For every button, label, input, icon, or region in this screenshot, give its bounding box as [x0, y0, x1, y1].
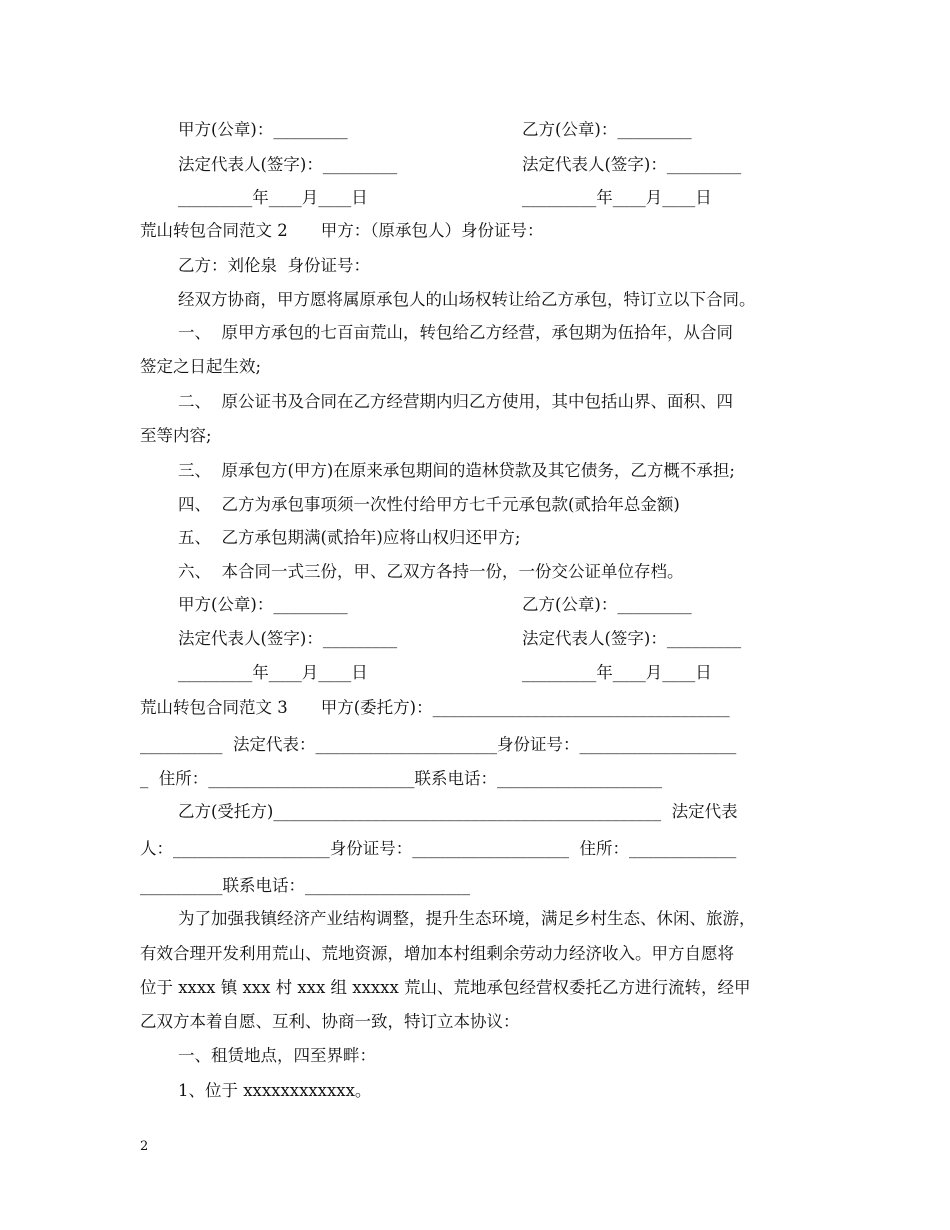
- sample3-para-line-3: 位于 xxxx 镇 xxx 村 xxx 组 xxxxx 荒山、荒地承包经营权委托乙方进行流转，经甲: [140, 978, 751, 997]
- sample2-heading: 荒山转包合同范文 2 甲方：（原承包人）身份证号：: [140, 221, 544, 240]
- sample2-party-b: 乙方：刘伦泉 身份证号：: [178, 256, 370, 275]
- party-b-date: _________年____月____日: [522, 188, 712, 207]
- party-a-rep-2: 法定代表人(签字)：_________: [178, 629, 398, 648]
- party-a-seal: 甲方(公章)：_________: [178, 120, 348, 139]
- sample3-para-line-4: 乙双方本着自愿、互利、协商一致，特订立本协议：: [140, 1012, 520, 1031]
- section-1-item-1: 1、位于 xxxxxxxxxxxx。: [178, 1081, 372, 1100]
- party-a-seal-2: 甲方(公章)：_________: [178, 595, 348, 614]
- sample3-party-b: 乙方(受托方)_______________________________________________ 法定代表: [178, 802, 738, 821]
- party-a-rep: 法定代表人(签字)：_________: [178, 155, 398, 174]
- sample3-para-line-2: 有效合理开发利用荒山、荒地资源，增加本村组剩余劳动力经济收入。甲方自愿将: [140, 944, 734, 963]
- party-a-date-2: _________年____月____日: [178, 663, 368, 682]
- clause-3: 三、 原承包方(甲方)在原来承包期间的造林贷款及其它债务，乙方概不承担;: [178, 461, 735, 480]
- party-b-rep-2: 法定代表人(签字)：_________: [522, 629, 742, 648]
- page-number: 2: [140, 1139, 149, 1154]
- party-a-date: _________年____月____日: [178, 188, 368, 207]
- party-b-date-2: _________年____月____日: [522, 663, 712, 682]
- party-b-seal: 乙方(公章)：_________: [522, 120, 692, 139]
- clause-1-line-2: 签定之日起生效;: [140, 357, 262, 376]
- sample2-intro: 经双方协商，甲方愿将属原承包人的山场权转让给乙方承包，特订立以下合同。: [178, 290, 756, 309]
- sample3-para-line-1: 为了加强我镇经济产业结构调整，提升生态环境，满足乡村生态、休闲、旅游，: [178, 909, 756, 928]
- party-b-seal-2: 乙方(公章)：_________: [522, 595, 692, 614]
- clause-1-line-1: 一、 原甲方承包的七百亩荒山，转包给乙方经营，承包期为伍拾年，从合同: [178, 323, 733, 342]
- clause-6: 六、 本合同一式三份，甲、乙双方各持一份，一份交公证单位存档。: [178, 562, 684, 581]
- sample3-heading: 荒山转包合同范文 3 甲方(委托方)：____________________________________: [140, 698, 730, 717]
- sample3-party-b-rep: 人：___________________身份证号：___________________ 住所：_____________: [140, 839, 737, 858]
- sample3-party-a-address: _ 住所：_________________________联系电话：____________________: [140, 769, 662, 788]
- section-1-heading: 一、租赁地点，四至界畔：: [178, 1046, 376, 1065]
- sample3-party-b-phone: __________联系电话：____________________: [140, 876, 470, 895]
- clause-2-line-1: 二、 原公证书及合同在乙方经营期内归乙方使用，其中包括山界、面积、四: [178, 392, 733, 411]
- clause-5: 五、 乙方承包期满(贰拾年)应将山权归还甲方;: [178, 528, 521, 547]
- sample3-party-a-rep: __________ 法定代表：______________________身份证号：___________________: [140, 735, 737, 754]
- clause-4: 四、 乙方为承包事项须一次性付给甲方七千元承包款(贰拾年总金额): [178, 495, 680, 514]
- clause-2-line-2: 至等内容;: [140, 426, 212, 445]
- party-b-rep: 法定代表人(签字)：_________: [522, 155, 742, 174]
